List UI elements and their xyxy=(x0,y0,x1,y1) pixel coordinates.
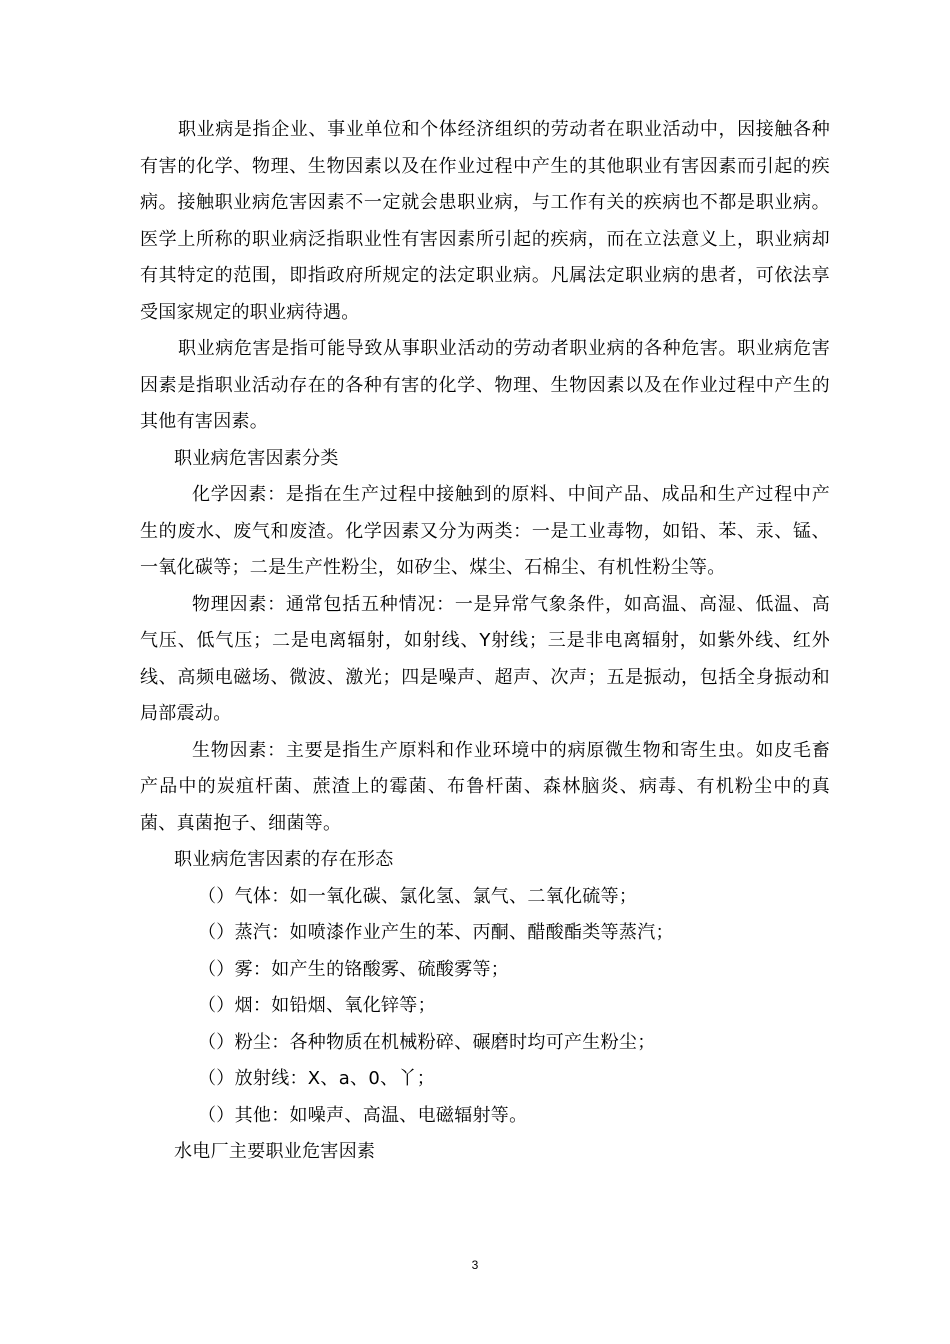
form-item-vapor: （）蒸汽：如喷漆作业产生的苯、丙酮、醋酸酯类等蒸汽； xyxy=(198,922,674,943)
form-item-radiation: （）放射线：X、a、0、丫； xyxy=(198,1068,436,1089)
document-body xyxy=(140,112,830,1171)
page-number: 3 xyxy=(471,1258,479,1272)
form-item-dust: （）粉尘：各种物质在机械粉碎、碾磨时均可产生粉尘； xyxy=(198,1031,656,1053)
factor-chemical: 化学因素：是指在生产过程中接触到的原料、中间产品、成品和生产过程中产生的废水、废气和废渣。化学因素又分为两类：一是工业毒物，如铅、苯、汞、锰、一氧化碳等；二是生产性粉尘，如矽尘、煤尘、石棉尘、有机性粉尘等。 xyxy=(140,484,830,578)
form-item-smoke: （）烟：如铅烟、氧化锌等； xyxy=(198,995,436,1016)
classification-heading: 职业病危害因素分类 xyxy=(174,447,339,469)
forms-heading: 职业病危害因素的存在形态 xyxy=(174,849,394,870)
factor-physical: 物理因素：通常包括五种情况：一是异常气象条件，如高温、高湿、低温、高气压、低气压；二是电离辐射，如射线、Y射线；三是非电离辐射，如紫外线、红外线、高频电磁场、微波、激光；四是噪声、超声、次声；五是振动，包括全身振动和局部震动。 xyxy=(140,593,830,724)
hydro-heading: 水电厂主要职业危害因素 xyxy=(174,1141,376,1162)
factor-biological: 生物因素：主要是指生产原料和作业环境中的病原微生物和寄生虫。如皮毛畜产品中的炭疽杆菌、蔗渣上的霉菌、布鲁杆菌、森林脑炎、病毒、有机粉尘中的真菌、真菌抱子、细菌等。 xyxy=(140,739,830,834)
form-item-gas: （）气体：如一氧化碳、氯化氢、氯气、二氧化硫等； xyxy=(198,885,638,907)
intro-paragraph-definition: 职业病是指企业、事业单位和个体经济组织的劳动者在职业活动中，因接触各种有害的化学、物理、生物因素以及在作业过程中产生的其他职业有害因素而引起的疾病。接触职业病危害因素不一定就会患职业病，与工作有关的疾病也不都是职业病。医学上所称的职业病泛指职业性有害因素所引起的疾病，而在立法意义上，职业病却有其特定的范围，即指政府所规定的法定职业病。凡属法定职业病的患者，可依法享受国家规定的职业病待遇。 xyxy=(140,119,830,323)
form-item-mist: （）雾：如产生的铬酸雾、硫酸雾等； xyxy=(198,958,510,980)
form-item-other: （）其他：如噪声、高温、电磁辐射等。 xyxy=(198,1104,528,1126)
intro-paragraph-hazard: 职业病危害是指可能导致从事职业活动的劳动者职业病的各种危害。职业病危害因素是指职业活动存在的各种有害的化学、物理、生物因素以及在作业过程中产生的其他有害因素。 xyxy=(140,338,830,432)
